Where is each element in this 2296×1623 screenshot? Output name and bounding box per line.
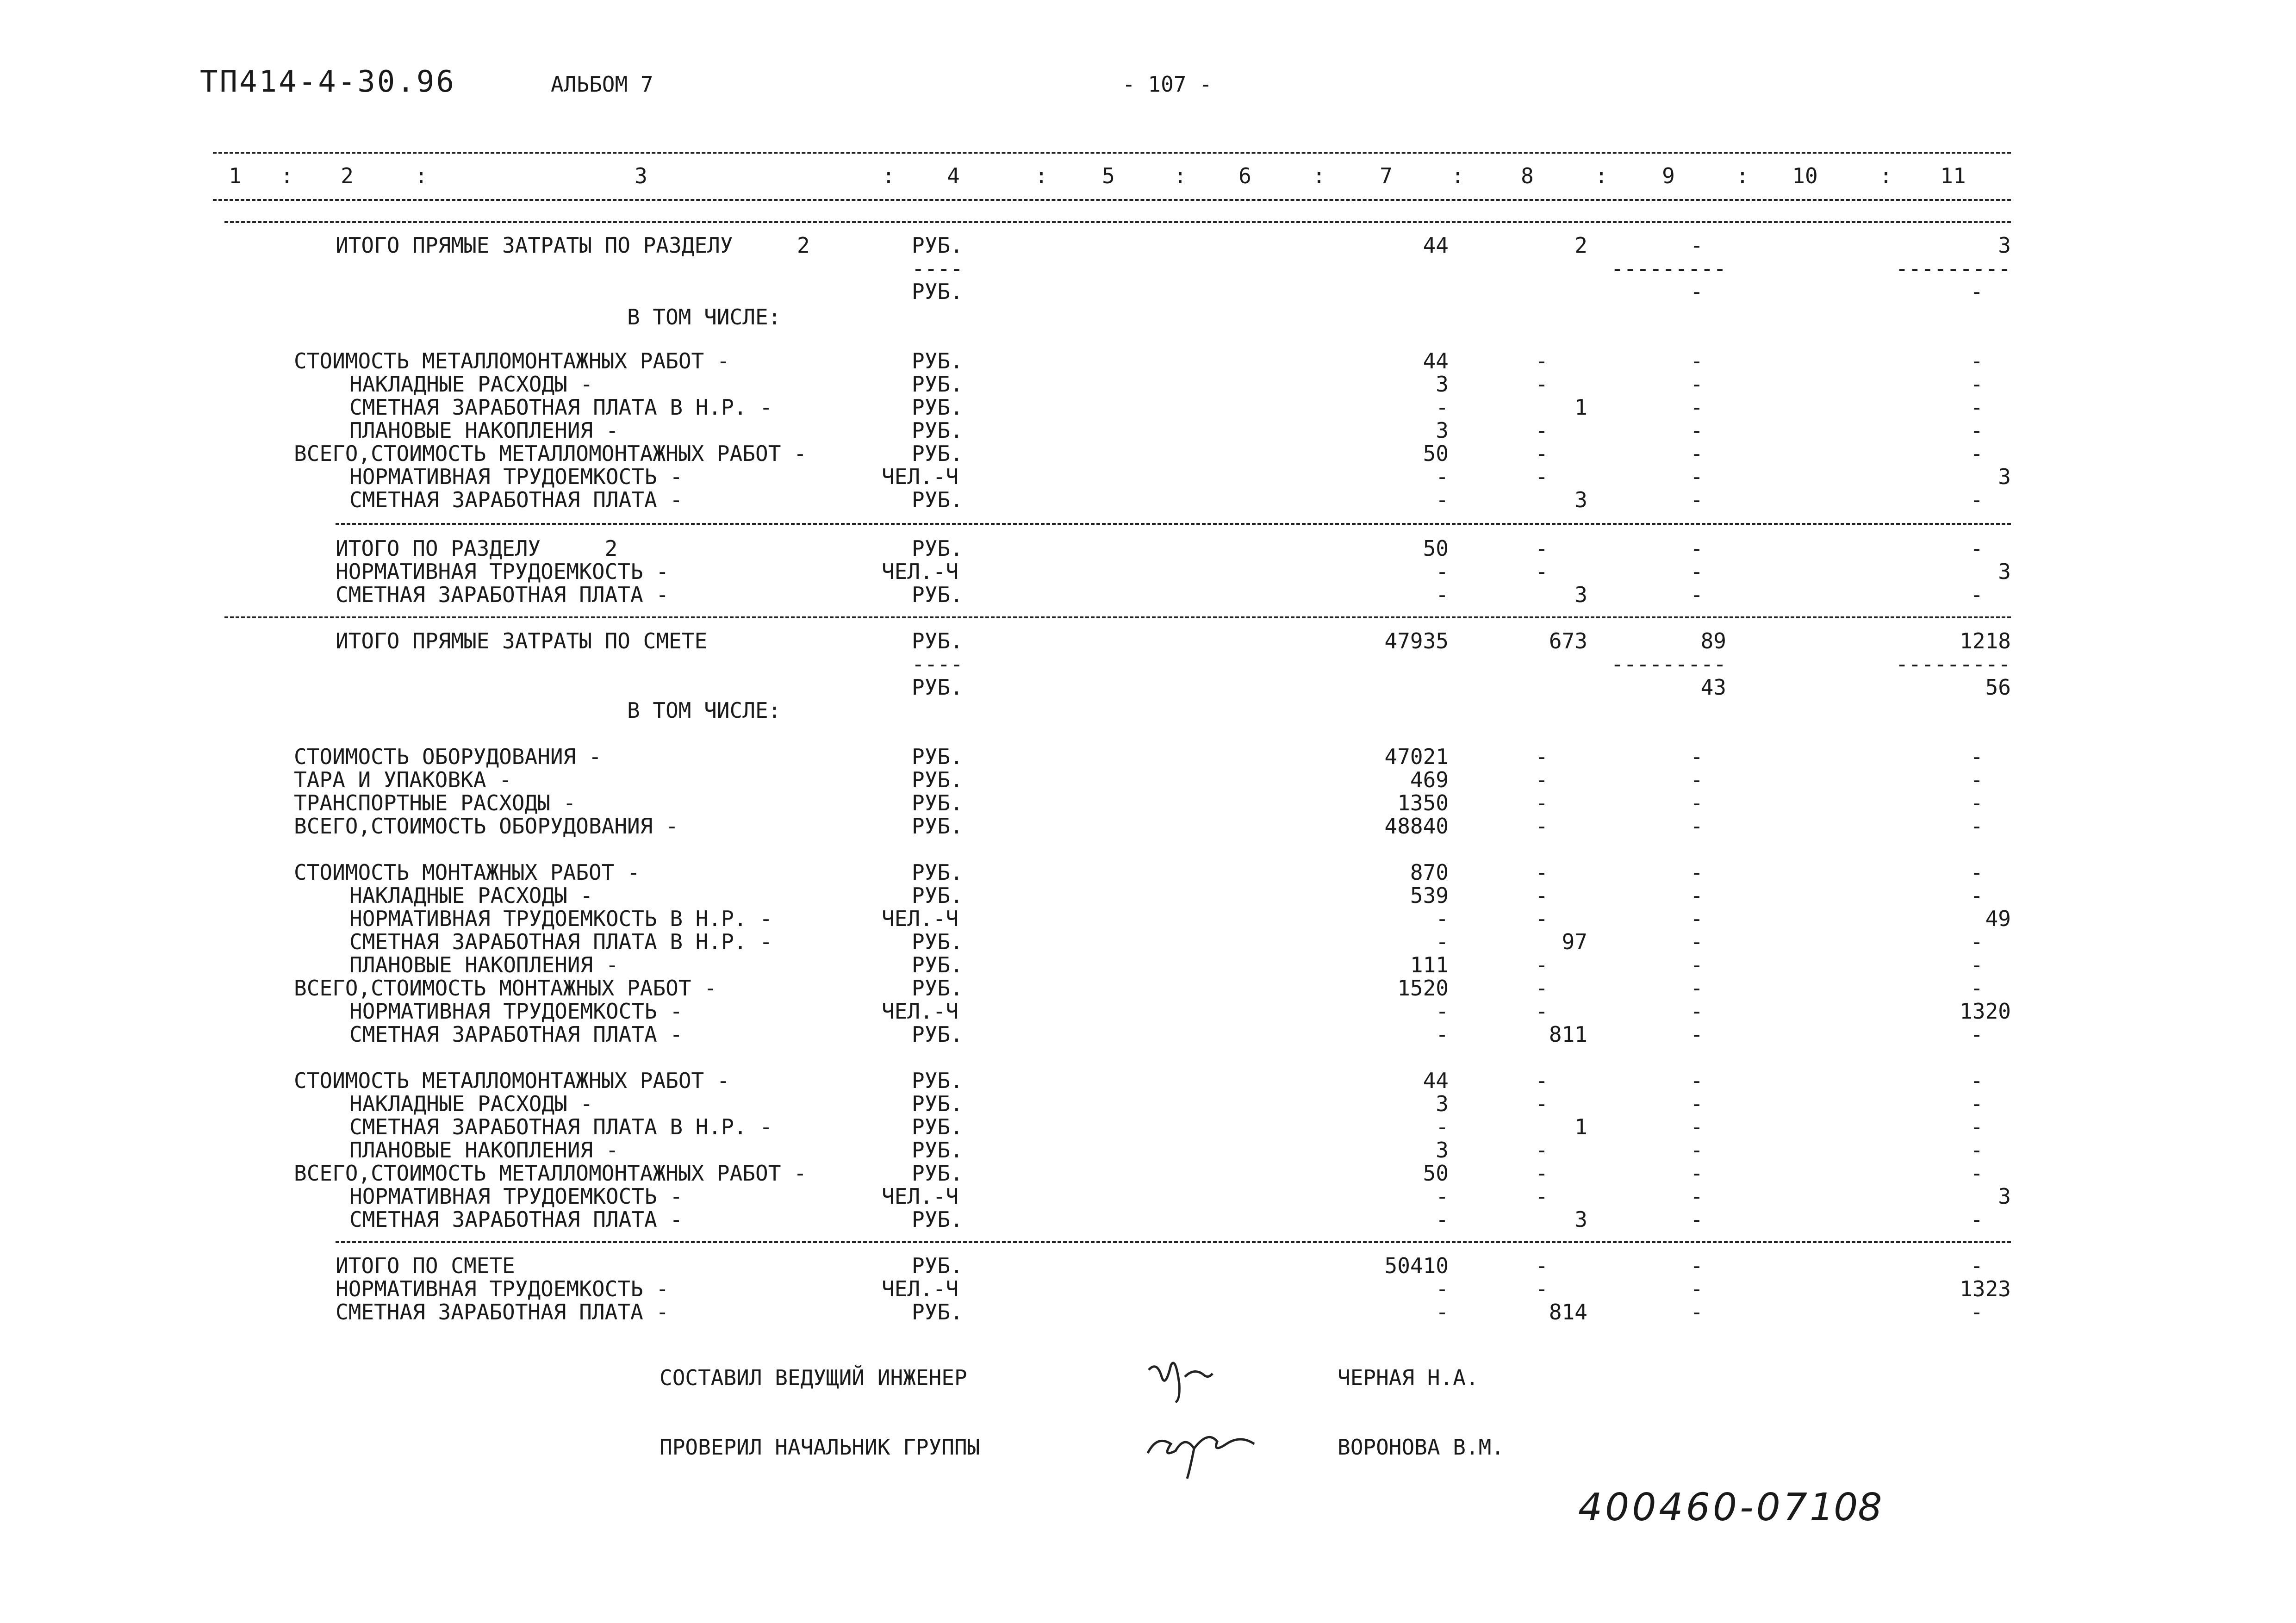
col7-cell: 3 — [1436, 418, 1449, 443]
page-number: - 107 - — [1122, 72, 1212, 97]
col11-cell: - — [1970, 929, 1983, 954]
col11-cell: - — [1970, 883, 1983, 908]
col7-cell: - — [1436, 1184, 1449, 1209]
col8-cell: 2 — [1574, 233, 1587, 258]
col7-cell: 48840 — [1384, 814, 1449, 839]
unit-cell: ЧЕЛ.-Ч — [882, 906, 959, 931]
col7-cell: - — [1436, 582, 1449, 607]
column-number: 4 — [947, 163, 960, 188]
col8-cell: - — [1535, 1068, 1548, 1093]
row-label: НОРМАТИВНАЯ ТРУДОЕМКОСТЬ - — [336, 1276, 669, 1301]
col8-cell: - — [1535, 999, 1548, 1024]
col7-cell: 3 — [1436, 1138, 1449, 1163]
col8-cell: 1 — [1574, 395, 1587, 420]
unit-cell: РУБ. — [912, 952, 963, 977]
row-label: СТОИМОСТЬ ОБОРУДОВАНИЯ - — [294, 744, 602, 769]
column-number: 3 — [635, 163, 647, 188]
col7-cell: 47935 — [1384, 628, 1449, 653]
unit-cell: РУБ. — [912, 767, 963, 792]
row-label: НОРМАТИВНАЯ ТРУДОЕМКОСТЬ В Н.Р. - — [349, 906, 772, 931]
col9-cell: --------- — [1611, 652, 1726, 677]
col11-cell: - — [1970, 582, 1983, 607]
row-label: НАКЛАДНЫЕ РАСХОДЫ - — [349, 883, 593, 908]
col9-cell: - — [1690, 418, 1703, 443]
col7-cell: 44 — [1423, 348, 1449, 373]
col11-cell: 1218 — [1960, 628, 2011, 653]
row-label: СМЕТНАЯ ЗАРАБОТНАЯ ПЛАТА - — [349, 1022, 683, 1047]
col11-cell: - — [1970, 1253, 1983, 1278]
row-label: В ТОМ ЧИСЛЕ: — [627, 305, 781, 330]
column-number: 1 — [229, 163, 242, 188]
unit-cell: РУБ. — [912, 582, 963, 607]
col9-cell: - — [1690, 929, 1703, 954]
col11-cell: 1320 — [1960, 999, 2011, 1024]
signature-checker — [1143, 1416, 1263, 1481]
row-label: СМЕТНАЯ ЗАРАБОТНАЯ ПЛАТА - — [349, 487, 683, 512]
col8-cell: - — [1535, 1161, 1548, 1186]
col11-cell: - — [1970, 1091, 1983, 1116]
unit-cell: РУБ. — [912, 487, 963, 512]
col11-cell: - — [1970, 487, 1983, 512]
col8-cell: 811 — [1549, 1022, 1587, 1047]
row-label: НОРМАТИВНАЯ ТРУДОЕМКОСТЬ - — [349, 1184, 683, 1209]
col9-cell: - — [1690, 790, 1703, 815]
col7-cell: - — [1436, 1022, 1449, 1047]
unit-cell: РУБ. — [912, 1091, 963, 1116]
row-label: В ТОМ ЧИСЛЕ: — [627, 698, 781, 723]
col8-cell: 673 — [1549, 628, 1587, 653]
col7-cell: - — [1436, 487, 1449, 512]
column-separator: : — [280, 163, 293, 188]
column-number: 6 — [1238, 163, 1251, 188]
unit-cell: ЧЕЛ.-Ч — [882, 1184, 959, 1209]
col9-cell: - — [1690, 883, 1703, 908]
col8-cell: 1 — [1574, 1114, 1587, 1139]
dashed-rule — [224, 221, 2011, 223]
col8-cell: - — [1535, 559, 1548, 584]
unit-cell: РУБ. — [912, 233, 963, 258]
unit-cell: ЧЕЛ.-Ч — [882, 999, 959, 1024]
col8-cell: - — [1535, 1091, 1548, 1116]
row-label: ПЛАНОВЫЕ НАКОПЛЕНИЯ - — [349, 1138, 619, 1163]
col11-cell: - — [1970, 952, 1983, 977]
col7-cell: - — [1436, 1276, 1449, 1301]
album-label: АЛЬБОМ 7 — [551, 72, 653, 97]
checked-by-role: ПРОВЕРИЛ НАЧАЛЬНИК ГРУППЫ — [660, 1435, 980, 1460]
unit-cell: ЧЕЛ.-Ч — [882, 559, 959, 584]
col11-cell: - — [1970, 372, 1983, 397]
column-number: 8 — [1521, 163, 1534, 188]
unit-cell: РУБ. — [912, 628, 963, 653]
col8-cell: - — [1535, 976, 1548, 1001]
column-number: 2 — [341, 163, 354, 188]
unit-cell: РУБ. — [912, 929, 963, 954]
col9-cell: - — [1690, 233, 1703, 258]
row-label: НОРМАТИВНАЯ ТРУДОЕМКОСТЬ - — [336, 559, 669, 584]
compiled-by-role: СОСТАВИЛ ВЕДУЩИЙ ИНЖЕНЕР — [660, 1365, 967, 1390]
col8-cell: - — [1535, 418, 1548, 443]
col7-cell: 44 — [1423, 1068, 1449, 1093]
archive-stamp-page: 108 — [1810, 1486, 1882, 1530]
col9-cell: - — [1690, 1276, 1703, 1301]
col7-cell: - — [1436, 395, 1449, 420]
col9-cell: 89 — [1700, 628, 1726, 653]
unit-cell: РУБ. — [912, 348, 963, 373]
column-number: 9 — [1662, 163, 1675, 188]
col9-cell: - — [1690, 348, 1703, 373]
unit-cell: РУБ. — [912, 1022, 963, 1047]
unit-cell: ЧЕЛ.-Ч — [882, 464, 959, 489]
unit-cell: РУБ. — [912, 536, 963, 561]
dashed-rule — [224, 616, 2011, 618]
col9-cell: - — [1690, 1114, 1703, 1139]
col11-cell: - — [1970, 767, 1983, 792]
col8-cell: - — [1535, 536, 1548, 561]
col9-cell: - — [1690, 536, 1703, 561]
row-label: СМЕТНАЯ ЗАРАБОТНАЯ ПЛАТА В Н.Р. - — [349, 929, 772, 954]
col7-cell: 539 — [1410, 883, 1449, 908]
unit-cell: РУБ. — [912, 1068, 963, 1093]
column-separator: : — [415, 163, 428, 188]
col8-cell: 3 — [1574, 487, 1587, 512]
row-label: ИТОГО ПРЯМЫЕ ЗАТРАТЫ ПО РАЗДЕЛУ 2 — [336, 233, 810, 258]
col7-cell: - — [1436, 906, 1449, 931]
col11-cell: - — [1970, 348, 1983, 373]
col9-cell: - — [1690, 767, 1703, 792]
unit-cell: РУБ. — [912, 1114, 963, 1139]
row-label: СМЕТНАЯ ЗАРАБОТНАЯ ПЛАТА В Н.Р. - — [349, 395, 772, 420]
col9-cell: - — [1690, 559, 1703, 584]
row-label: НОРМАТИВНАЯ ТРУДОЕМКОСТЬ - — [349, 464, 683, 489]
col8-cell: - — [1535, 814, 1548, 839]
col11-cell: - — [1970, 441, 1983, 466]
col7-cell: 3 — [1436, 1091, 1449, 1116]
column-number: 7 — [1380, 163, 1393, 188]
column-separator: : — [1736, 163, 1749, 188]
col9-cell: - — [1690, 1068, 1703, 1093]
col8-cell: - — [1535, 906, 1548, 931]
col9-cell: - — [1690, 906, 1703, 931]
row-label: СМЕТНАЯ ЗАРАБОТНАЯ ПЛАТА - — [336, 582, 669, 607]
row-label: ИТОГО ПРЯМЫЕ ЗАТРАТЫ ПО СМЕТЕ — [336, 628, 708, 653]
col7-cell: - — [1436, 1300, 1449, 1325]
unit-cell: РУБ. — [912, 790, 963, 815]
col8-cell: - — [1535, 1276, 1548, 1301]
col11-cell: - — [1970, 1068, 1983, 1093]
col8-cell: - — [1535, 372, 1548, 397]
column-separator: : — [1451, 163, 1464, 188]
col11-cell: - — [1970, 1207, 1983, 1232]
row-label: ВСЕГО,СТОИМОСТЬ МЕТАЛЛОМОНТАЖНЫХ РАБОТ - — [294, 1161, 807, 1186]
col9-cell: - — [1690, 860, 1703, 885]
row-label: ИТОГО ПО РАЗДЕЛУ 2 — [336, 536, 618, 561]
col9-cell: 43 — [1700, 675, 1726, 700]
col8-cell: - — [1535, 883, 1548, 908]
col9-cell: - — [1690, 1207, 1703, 1232]
unit-cell: ---- — [912, 652, 963, 677]
col9-cell: - — [1690, 1138, 1703, 1163]
col9-cell: - — [1690, 1091, 1703, 1116]
row-label: ИТОГО ПО СМЕТЕ — [336, 1253, 515, 1278]
unit-cell: РУБ. — [912, 814, 963, 839]
dashed-rule — [336, 1241, 2011, 1243]
column-separator: : — [1035, 163, 1048, 188]
col8-cell: - — [1535, 464, 1548, 489]
col9-cell: - — [1690, 744, 1703, 769]
row-label: ПЛАНОВЫЕ НАКОПЛЕНИЯ - — [349, 952, 619, 977]
compiled-by-name: ЧЕРНАЯ Н.А. — [1338, 1365, 1479, 1390]
col11-cell: - — [1970, 976, 1983, 1001]
col7-cell: 469 — [1410, 767, 1449, 792]
col11-cell: --------- — [1895, 652, 2011, 677]
col8-cell: - — [1535, 1184, 1548, 1209]
column-number: 11 — [1940, 163, 1966, 188]
col7-cell: - — [1436, 929, 1449, 954]
col11-cell: - — [1970, 1161, 1983, 1186]
col8-cell: - — [1535, 1138, 1548, 1163]
unit-cell: РУБ. — [912, 418, 963, 443]
col7-cell: 1350 — [1397, 790, 1449, 815]
row-label: ВСЕГО,СТОИМОСТЬ МЕТАЛЛОМОНТАЖНЫХ РАБОТ - — [294, 441, 807, 466]
column-separator: : — [1313, 163, 1325, 188]
col11-cell: - — [1970, 744, 1983, 769]
row-label: ВСЕГО,СТОИМОСТЬ ОБОРУДОВАНИЯ - — [294, 814, 678, 839]
col8-cell: - — [1535, 860, 1548, 885]
col9-cell: - — [1690, 279, 1703, 304]
col9-cell: - — [1690, 372, 1703, 397]
row-label: ТРАНСПОРТНЫЕ РАСХОДЫ - — [294, 790, 576, 815]
col7-cell: 50 — [1423, 441, 1449, 466]
unit-cell: ---- — [912, 256, 963, 281]
column-separator: : — [1595, 163, 1608, 188]
archive-stamp-code: 400460-07 — [1578, 1486, 1810, 1530]
row-label: СТОИМОСТЬ МЕТАЛЛОМОНТАЖНЫХ РАБОТ - — [294, 1068, 730, 1093]
col9-cell: - — [1690, 976, 1703, 1001]
column-separator: : — [882, 163, 895, 188]
unit-cell: РУБ. — [912, 372, 963, 397]
document-code: ТП414-4-30.96 — [200, 65, 456, 99]
col9-cell: --------- — [1611, 256, 1726, 281]
col11-cell: 56 — [1985, 675, 2011, 700]
col7-cell: 3 — [1436, 372, 1449, 397]
col8-cell: 97 — [1562, 929, 1587, 954]
dashed-rule — [213, 199, 2011, 201]
unit-cell: РУБ. — [912, 1300, 963, 1325]
col11-cell: - — [1970, 395, 1983, 420]
col11-cell: - — [1970, 1114, 1983, 1139]
col7-cell: 50 — [1423, 1161, 1449, 1186]
col11-cell: - — [1970, 536, 1983, 561]
col11-cell: 3 — [1998, 559, 2011, 584]
row-label: НАКЛАДНЫЕ РАСХОДЫ - — [349, 1091, 593, 1116]
unit-cell: РУБ. — [912, 1161, 963, 1186]
row-label: НАКЛАДНЫЕ РАСХОДЫ - — [349, 372, 593, 397]
col7-cell: 111 — [1410, 952, 1449, 977]
unit-cell: РУБ. — [912, 1253, 963, 1278]
col9-cell: - — [1690, 1161, 1703, 1186]
row-label: НОРМАТИВНАЯ ТРУДОЕМКОСТЬ - — [349, 999, 683, 1024]
column-number: 10 — [1792, 163, 1818, 188]
col7-cell: 44 — [1423, 233, 1449, 258]
row-label: ПЛАНОВЫЕ НАКОПЛЕНИЯ - — [349, 418, 619, 443]
col7-cell: 870 — [1410, 860, 1449, 885]
unit-cell: РУБ. — [912, 1207, 963, 1232]
col9-cell: - — [1690, 464, 1703, 489]
row-label: ТАРА И УПАКОВКА - — [294, 767, 512, 792]
col7-cell: 50 — [1423, 536, 1449, 561]
col11-cell: - — [1970, 860, 1983, 885]
col11-cell: --------- — [1895, 256, 2011, 281]
unit-cell: РУБ. — [912, 279, 963, 304]
unit-cell: РУБ. — [912, 441, 963, 466]
checked-by-name: ВОРОНОВА В.М. — [1338, 1435, 1505, 1460]
col7-cell: - — [1436, 1207, 1449, 1232]
col8-cell: 814 — [1549, 1300, 1587, 1325]
col8-cell: - — [1535, 952, 1548, 977]
col7-cell: 1520 — [1397, 976, 1449, 1001]
col11-cell: 3 — [1998, 233, 2011, 258]
col8-cell: - — [1535, 744, 1548, 769]
dashed-rule — [213, 152, 2011, 154]
col7-cell: 50410 — [1384, 1253, 1449, 1278]
unit-cell: РУБ. — [912, 675, 963, 700]
col7-cell: - — [1436, 999, 1449, 1024]
col9-cell: - — [1690, 1184, 1703, 1209]
col9-cell: - — [1690, 952, 1703, 977]
unit-cell: РУБ. — [912, 883, 963, 908]
signature-compiler — [1143, 1351, 1226, 1407]
column-separator: : — [1879, 163, 1892, 188]
row-label: СМЕТНАЯ ЗАРАБОТНАЯ ПЛАТА - — [336, 1300, 669, 1325]
col9-cell: - — [1690, 1253, 1703, 1278]
col7-cell: - — [1436, 464, 1449, 489]
col8-cell: - — [1535, 767, 1548, 792]
col8-cell: - — [1535, 441, 1548, 466]
unit-cell: ЧЕЛ.-Ч — [882, 1276, 959, 1301]
unit-cell: РУБ. — [912, 1138, 963, 1163]
unit-cell: РУБ. — [912, 744, 963, 769]
col7-cell: 47021 — [1384, 744, 1449, 769]
col9-cell: - — [1690, 814, 1703, 839]
row-label: СМЕТНАЯ ЗАРАБОТНАЯ ПЛАТА - — [349, 1207, 683, 1232]
col9-cell: - — [1690, 999, 1703, 1024]
row-label: ВСЕГО,СТОИМОСТЬ МОНТАЖНЫХ РАБОТ - — [294, 976, 717, 1001]
column-separator: : — [1174, 163, 1187, 188]
col11-cell: 49 — [1985, 906, 2011, 931]
row-label: СТОИМОСТЬ МЕТАЛЛОМОНТАЖНЫХ РАБОТ - — [294, 348, 730, 373]
col8-cell: - — [1535, 1253, 1548, 1278]
unit-cell: РУБ. — [912, 976, 963, 1001]
row-label: СМЕТНАЯ ЗАРАБОТНАЯ ПЛАТА В Н.Р. - — [349, 1114, 772, 1139]
col8-cell: 3 — [1574, 582, 1587, 607]
col9-cell: - — [1690, 582, 1703, 607]
row-label: СТОИМОСТЬ МОНТАЖНЫХ РАБОТ - — [294, 860, 640, 885]
col9-cell: - — [1690, 441, 1703, 466]
col9-cell: - — [1690, 1300, 1703, 1325]
col11-cell: - — [1970, 790, 1983, 815]
dashed-rule — [336, 523, 2011, 525]
col11-cell: - — [1970, 1138, 1983, 1163]
col11-cell: 3 — [1998, 1184, 2011, 1209]
unit-cell: РУБ. — [912, 395, 963, 420]
col11-cell: - — [1970, 1300, 1983, 1325]
col11-cell: 3 — [1998, 464, 2011, 489]
col7-cell: - — [1436, 559, 1449, 584]
col11-cell: - — [1970, 1022, 1983, 1047]
col9-cell: - — [1690, 487, 1703, 512]
col11-cell: - — [1970, 814, 1983, 839]
col9-cell: - — [1690, 1022, 1703, 1047]
col7-cell: - — [1436, 1114, 1449, 1139]
col8-cell: - — [1535, 790, 1548, 815]
col11-cell: - — [1970, 418, 1983, 443]
col11-cell: 1323 — [1960, 1276, 2011, 1301]
unit-cell: РУБ. — [912, 860, 963, 885]
col9-cell: - — [1690, 395, 1703, 420]
column-number: 5 — [1102, 163, 1115, 188]
col11-cell: - — [1970, 279, 1983, 304]
col8-cell: - — [1535, 348, 1548, 373]
col8-cell: 3 — [1574, 1207, 1587, 1232]
